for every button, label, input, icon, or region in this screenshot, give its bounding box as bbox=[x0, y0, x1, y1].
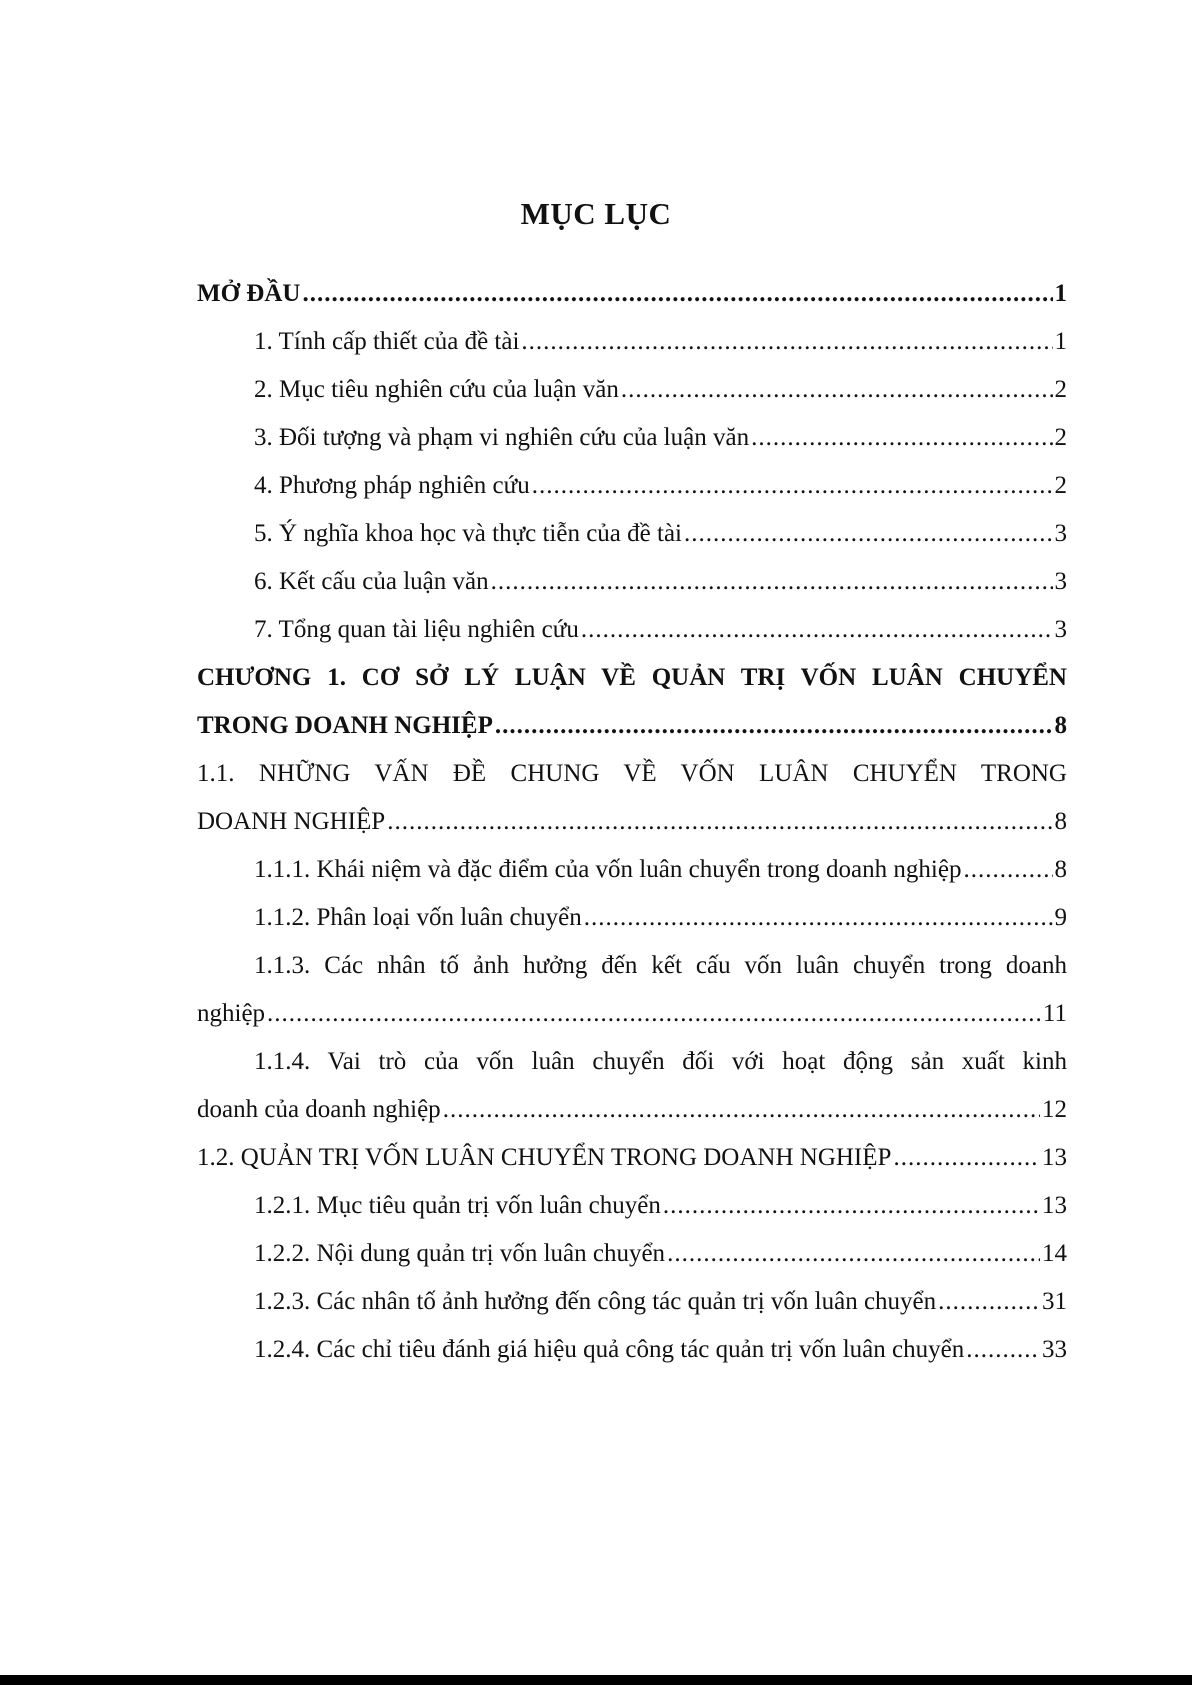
toc-entry[interactable] bbox=[197, 462, 1067, 510]
toc-dot-leader bbox=[963, 846, 1052, 894]
toc-entry-text: MỞ ĐẦU bbox=[197, 280, 301, 307]
toc-page-number: 3 bbox=[1054, 616, 1067, 643]
toc-dot-leader bbox=[495, 702, 1053, 750]
toc-entry[interactable] bbox=[197, 894, 1067, 942]
toc-entry-text: 7. Tổng quan tài liệu nghiên cứu bbox=[254, 616, 579, 643]
toc-entry-row bbox=[254, 606, 1067, 654]
toc-dot-leader bbox=[667, 1230, 1040, 1278]
toc-dot-leader bbox=[684, 510, 1053, 558]
toc-entry-row bbox=[254, 414, 1067, 462]
toc-entry-row bbox=[197, 1134, 1067, 1182]
toc-entry[interactable] bbox=[197, 1182, 1067, 1230]
toc-dot-leader bbox=[938, 1278, 1040, 1326]
toc-entry-row bbox=[254, 1278, 1067, 1326]
toc-entry[interactable] bbox=[197, 1326, 1067, 1374]
toc-entry-text: DOANH NGHIỆP bbox=[197, 808, 386, 835]
toc-page-number: 3 bbox=[1054, 520, 1067, 547]
toc-entry-row bbox=[254, 1326, 1067, 1374]
table-of-contents bbox=[197, 270, 1067, 1374]
toc-entry-row bbox=[197, 990, 1067, 1038]
toc-entry-row bbox=[254, 558, 1067, 606]
toc-page-number: 8 bbox=[1054, 712, 1067, 739]
toc-entry-text: 1.1.2. Phân loại vốn luân chuyển bbox=[254, 904, 582, 931]
toc-entry-row bbox=[254, 1182, 1067, 1230]
toc-entry[interactable] bbox=[197, 318, 1067, 366]
toc-page-number: 8 bbox=[1054, 808, 1067, 835]
toc-entry-row bbox=[254, 894, 1067, 942]
toc-page-number: 33 bbox=[1042, 1336, 1067, 1363]
toc-dot-leader bbox=[621, 366, 1053, 414]
toc-entry[interactable] bbox=[197, 942, 1067, 1038]
toc-entry-row bbox=[197, 1086, 1067, 1134]
toc-entry-text: 1.1.1. Khái niệm và đặc điểm của vốn luân chuyển trong doanh nghiệp bbox=[254, 856, 962, 883]
toc-entry-row bbox=[197, 270, 1067, 318]
toc-entry[interactable] bbox=[197, 558, 1067, 606]
toc-entry-text: doanh của doanh nghiệp bbox=[197, 1096, 441, 1123]
toc-dot-leader bbox=[584, 894, 1053, 942]
toc-entry[interactable] bbox=[197, 750, 1067, 846]
toc-entry-row bbox=[197, 702, 1067, 750]
toc-dot-leader bbox=[491, 558, 1053, 606]
toc-entry[interactable] bbox=[197, 366, 1067, 414]
toc-entry-text: nghiệp bbox=[197, 1000, 266, 1027]
toc-entry-text: 1.2.3. Các nhân tố ảnh hưởng đến công tác quản trị vốn luân chuyển bbox=[254, 1288, 937, 1315]
toc-entry-text: 3. Đối tượng và phạm vi nghiên cứu của luận văn bbox=[254, 424, 750, 451]
toc-page-number: 2 bbox=[1054, 376, 1067, 403]
toc-dot-leader bbox=[893, 1134, 1040, 1182]
toc-page-number: 12 bbox=[1042, 1096, 1067, 1123]
toc-entry-text: 2. Mục tiêu nghiên cứu của luận văn bbox=[254, 376, 619, 403]
toc-entry[interactable] bbox=[197, 414, 1067, 462]
toc-entry-row bbox=[254, 318, 1067, 366]
toc-page-number: 31 bbox=[1042, 1288, 1067, 1315]
toc-page-number: 2 bbox=[1054, 424, 1067, 451]
toc-page-number: 11 bbox=[1042, 1000, 1067, 1027]
toc-dot-leader bbox=[443, 1086, 1040, 1134]
toc-page-number: 1 bbox=[1054, 328, 1067, 355]
toc-entry[interactable] bbox=[197, 1038, 1067, 1134]
toc-dot-leader bbox=[663, 1182, 1040, 1230]
toc-entry-row bbox=[254, 510, 1067, 558]
toc-entry-text-line1: CHƯƠNG 1. CƠ SỞ LÝ LUẬN VỀ QUẢN TRỊ VỐN LUÂN CHUYỂN bbox=[197, 664, 1067, 691]
toc-page-number: 8 bbox=[1054, 856, 1067, 883]
toc-entry-text: 6. Kết cấu của luận văn bbox=[254, 568, 489, 595]
toc-entry-text-line1: 1.1. NHỮNG VẤN ĐỀ CHUNG VỀ VỐN LUÂN CHUYỂN TRONG bbox=[197, 760, 1067, 787]
toc-entry-text: 1.2.1. Mục tiêu quản trị vốn luân chuyển bbox=[254, 1192, 661, 1219]
toc-entry-text-line1: 1.1.4. Vai trò của vốn luân chuyển đối với hoạt động sản xuất kinh bbox=[254, 1048, 1067, 1075]
toc-page-number: 14 bbox=[1042, 1240, 1067, 1267]
toc-entry-row bbox=[254, 462, 1067, 510]
toc-dot-leader bbox=[267, 990, 1041, 1038]
toc-entry[interactable] bbox=[197, 1278, 1067, 1326]
page-bottom-border bbox=[0, 1675, 1192, 1685]
toc-entry[interactable] bbox=[197, 510, 1067, 558]
toc-entry[interactable] bbox=[197, 1134, 1067, 1182]
toc-entry[interactable] bbox=[197, 654, 1067, 750]
toc-entry-text-line1: 1.1.3. Các nhân tố ảnh hưởng đến kết cấu vốn luân chuyển trong doanh bbox=[254, 952, 1067, 979]
toc-dot-leader bbox=[751, 414, 1052, 462]
toc-dot-leader bbox=[966, 1326, 1040, 1374]
toc-entry[interactable] bbox=[197, 1230, 1067, 1278]
toc-entry[interactable] bbox=[197, 846, 1067, 894]
toc-entry-text: 1.2. QUẢN TRỊ VỐN LUÂN CHUYỂN TRONG DOANH NGHIỆP bbox=[197, 1144, 892, 1171]
toc-entry-text: 1.2.4. Các chỉ tiêu đánh giá hiệu quả công tác quản trị vốn luân chuyển bbox=[254, 1336, 965, 1363]
toc-title: MỤC LỤC bbox=[520, 196, 672, 231]
toc-entry[interactable] bbox=[197, 270, 1067, 318]
toc-dot-leader bbox=[387, 798, 1052, 846]
toc-dot-leader bbox=[532, 462, 1053, 510]
toc-entry-text: TRONG DOANH NGHIỆP bbox=[197, 712, 493, 739]
toc-page-number: 3 bbox=[1054, 568, 1067, 595]
toc-dot-leader bbox=[302, 270, 1052, 318]
toc-page-number: 13 bbox=[1042, 1144, 1067, 1171]
toc-entry-row bbox=[254, 1230, 1067, 1278]
toc-page-number: 1 bbox=[1054, 280, 1067, 307]
toc-entry-row bbox=[254, 366, 1067, 414]
toc-entry-row bbox=[197, 798, 1067, 846]
toc-dot-leader bbox=[581, 606, 1053, 654]
toc-page-number: 2 bbox=[1054, 472, 1067, 499]
toc-page-number: 13 bbox=[1042, 1192, 1067, 1219]
toc-entry[interactable] bbox=[197, 606, 1067, 654]
toc-entry-row bbox=[254, 846, 1067, 894]
toc-entry-text: 5. Ý nghĩa khoa học và thực tiễn của đề tài bbox=[254, 520, 682, 547]
toc-dot-leader bbox=[521, 318, 1052, 366]
toc-entry-text: 4. Phương pháp nghiên cứu bbox=[254, 472, 530, 499]
toc-page-number: 9 bbox=[1054, 904, 1067, 931]
toc-entry-text: 1. Tính cấp thiết của đề tài bbox=[254, 328, 520, 355]
toc-entry-text: 1.2.2. Nội dung quản trị vốn luân chuyển bbox=[254, 1240, 666, 1267]
